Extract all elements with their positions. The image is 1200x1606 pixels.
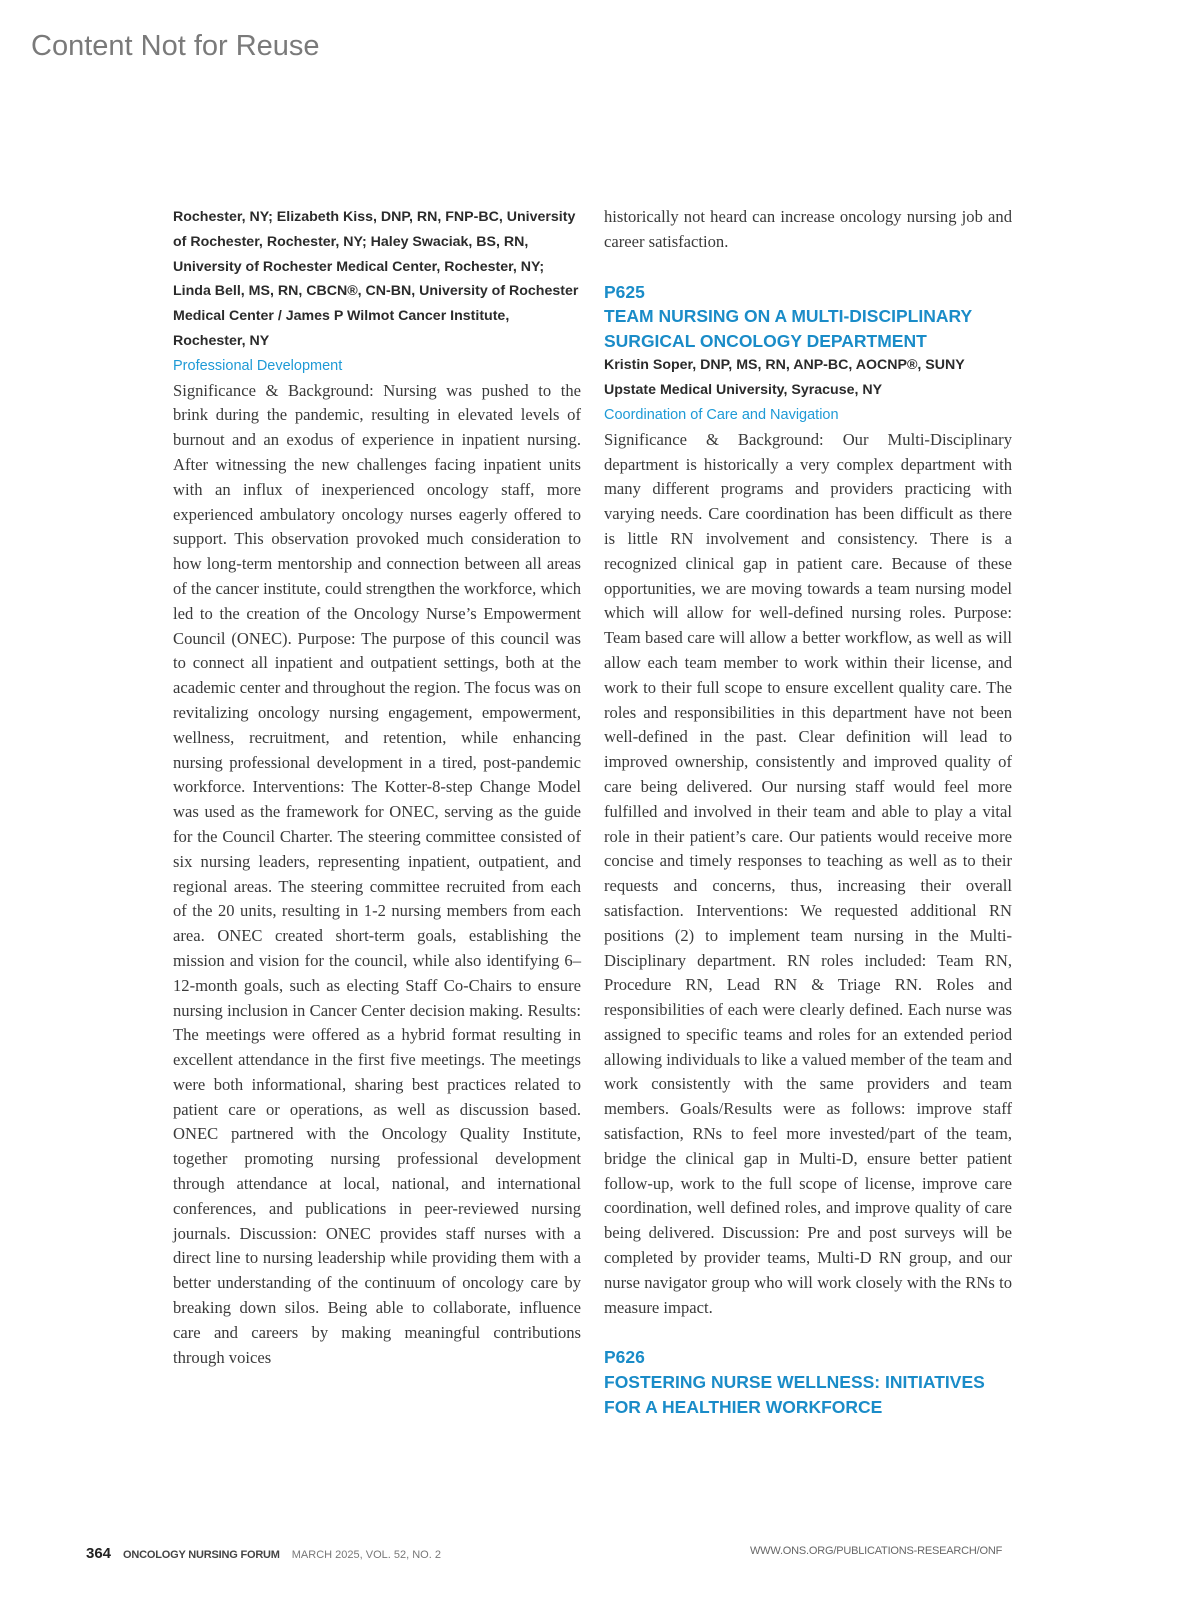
abstract-category: Coordination of Care and Navigation	[604, 406, 839, 423]
author-list: Kristin Soper, DNP, MS, RN, ANP-BC, AOCNP®, SUNY Upstate Medical University, Syracuse, NY	[604, 357, 965, 399]
abstract-body: Significance & Background: Nursing was pushed to the brink during the pandemic, resulting in elevated levels of burnout and an exodus of experience in inpatient nursing. After witnessing the new challenges facing inpatient units with an influx of inexperienced oncology staff, more experienced ambulatory oncology nurses eagerly offered to support. This observation provoked much consideration to how long-term mentorship and connection between all areas of the cancer institute, could strengthen the workforce, which led to the creation of the Oncology Nurse’s Empowerment Council (ONEC). Purpose: The purpose of this council was to connect all inpatient and outpatient settings, both at the academic center and throughout the region. The focus was on revitalizing oncology nursing engagement, empowerment, wellness, recruitment, and retention, while enhancing nursing professional development in a tired, post-pandemic workforce. Interventions: The Kotter-8-step Change Model was used as the framework for ONEC, serving as the guide for the Council Charter. The steering committee consisted of six nursing leaders, representing inpatient, outpatient, and regional areas. The steering committee recruited from each of the 20 units, resulting in 1-2 nursing members from each area. ONEC created short-term goals, establishing the mission and vision for the council, while also identifying 6–12-month goals, such as electing Staff Co-Chairs to ensure nursing inclusion in Cancer Center decision making. Results: The meetings were offered as a hybrid format resulting in excellent attendance in the first five meetings. The meetings were both informational, sharing best practices related to patient care or operations, as well as discussion based. ONEC partnered with the Oncology Quality Institute, together promoting nursing professional development through attendance at local, national, and international conferences, and publications in peer-reviewed nursing journals. Discussion: ONEC provides staff nurses with a direct line to nursing leadership while providing them with a better understanding of the continuum of oncology care by breaking down silos. Being able to collaborate, influence care and careers by making meaningful contributions through voices	[173, 380, 581, 1367]
abstract-body: Significance & Background: Our Multi-Disciplinary department is historically a very complex department with many different programs and providers practicing with varying needs. Care coordination has been difficult as there is little RN involvement and consistency. There is a recognized clinical gap in patient care. Because of these opportunities, we are moving towards a team nursing model which will allow for well-defined nursing roles. Purpose: Team based care will allow a better workflow, as well as will allow each team member to work within their license, and work to their full scope to ensure excellent quality care. The roles and responsibilities in this department have not been well-defined in the past. Clear definition will lead to improved ownership, consistently and improved quality of care being delivered. Our nursing staff would feel more fulfilled and involved in their team and able to play a vital role in their patient’s care. Our patients would receive more concise and timely responses to teaching as well as to their requests and concerns, thus, increasing their overall satisfaction. Interventions: We requested additional RN positions (2) to implement team nursing in the Multi-Disciplinary department. RN roles included: Team RN, Procedure RN, Lead RN & Triage RN. Roles and responsibilities of each were clearly defined. Each nurse was assigned to specific teams and roles for an extended period allowing individuals to like a valued member of the team and work consistently with the same providers and team members. Goals/Results were as follows: improve staff satisfaction, RNs to feel more invested/part of the team, bridge the clinical gap in Multi-D, ensure better patient follow-up, work to the full scope of license, improve care coordination, well defined roles, and improve quality of care being delivered. Discussion: Pre and post surveys will be completed by provider teams, Multi-D RN group, and our nurse navigator group who will work closely with the RNs to measure impact.	[604, 429, 1012, 1317]
right-column	[604, 205, 1012, 1419]
journal-name: ONCOLOGY NURSING FORUM	[123, 1549, 280, 1561]
abstract-continuation: historically not heard can increase oncology nursing job and career satisfaction.	[604, 207, 1012, 251]
journal-url[interactable]: WWW.ONS.ORG/PUBLICATIONS-RESEARCH/ONF	[750, 1545, 1003, 1557]
abstract-p625	[604, 280, 1012, 1321]
author-list: Rochester, NY; Elizabeth Kiss, DNP, RN, FNP-BC, University of Rochester, Rochester, NY; Haley Swaciak, BS, RN, University of Rochester Medical Center, Rochester, NY; Linda Bell, MS, RN, CBCN®, CN-BN, University of Rochester Medical Center / James P Wilmot Cancer Institute, Rochester, NY	[173, 209, 579, 349]
abstract-p626	[604, 1345, 1012, 1419]
watermark: Content Not for Reuse	[31, 30, 320, 62]
page-number: 364	[86, 1545, 112, 1562]
abstract-category: Professional Development	[173, 357, 343, 374]
abstract-title: FOSTERING NURSE WELLNESS: INITIATIVES FOR A HEALTHIER WORKFORCE	[604, 1372, 985, 1417]
left-column	[173, 205, 581, 1370]
abstract-id: P625	[604, 281, 645, 302]
abstract-title: TEAM NURSING ON A MULTI-DISCIPLINARY SURGICAL ONCOLOGY DEPARTMENT	[604, 306, 972, 351]
abstract-id: P626	[604, 1347, 645, 1368]
issue-info: MARCH 2025, VOL. 52, NO. 2	[291, 1549, 441, 1561]
